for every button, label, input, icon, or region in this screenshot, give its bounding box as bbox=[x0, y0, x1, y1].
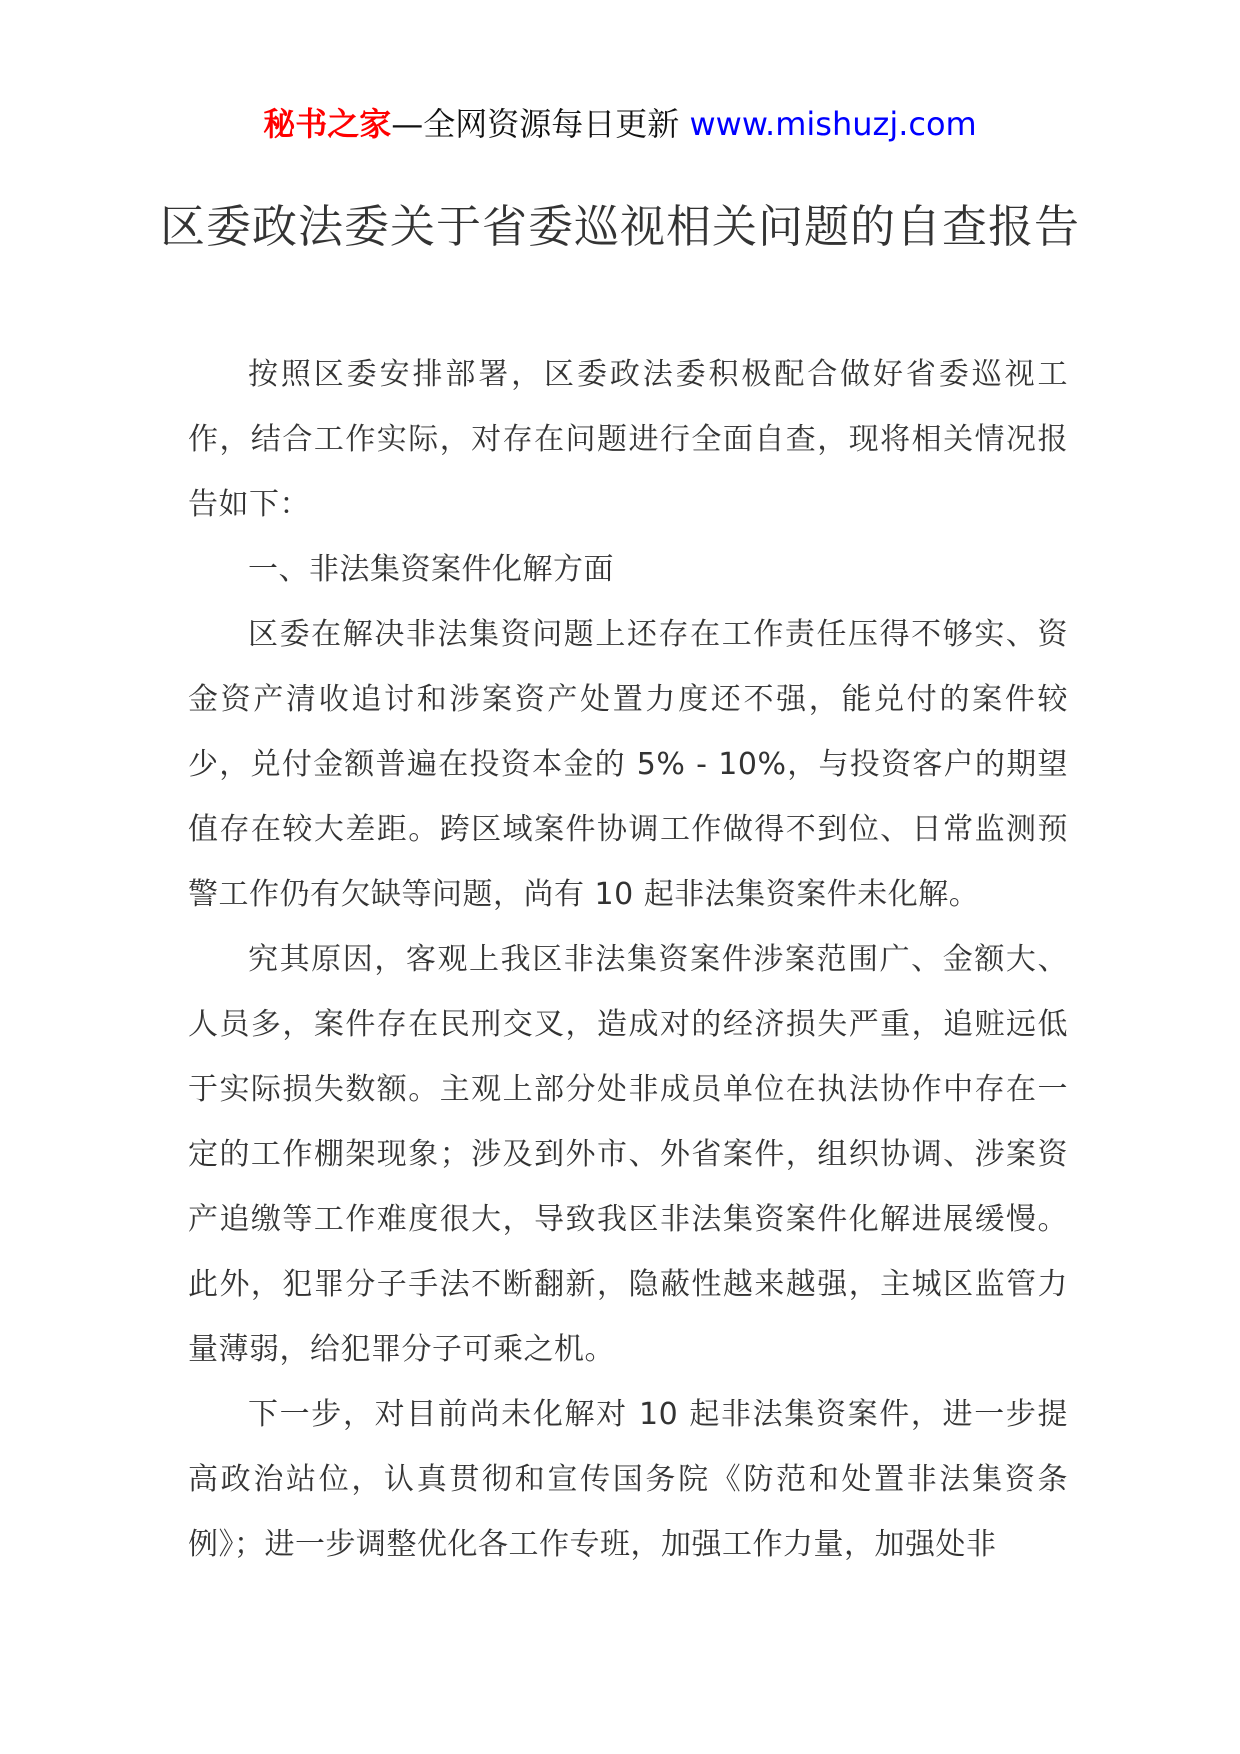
paragraph-intro: 按照区委安排部署，区委政法委积极配合做好省委巡视工作，结合工作实际，对存在问题进行全面自查，现将相关情况报告如下： bbox=[188, 357, 1068, 522]
paragraph-next-steps: 下一步，对目前尚未化解对 10 起非法集资案件，进一步提高政治站位，认真贯彻和宣传国务院《防范和处置非法集资条例》；进一步调整优化各工作专班，加强工作力量，加强处非 bbox=[188, 1397, 1068, 1562]
site-brand: 秘书之家 bbox=[263, 105, 392, 143]
document-body bbox=[188, 342, 1068, 1577]
section-heading: 一、非法集资案件化解方面 bbox=[248, 552, 614, 587]
paragraph-problems: 区委在解决非法集资问题上还存在工作责任压得不够实、资金资产清收追讨和涉案资产处置力度还不强，能兑付的案件较少，兑付金额普遍在投资本金的 5% - 10%，与投资客户的期望值存在较大差距。跨区域案件协调工作做得不到位、日常监测预警工作仍有欠缺等问题，尚有 10 起非法集资案件未化解。 bbox=[188, 617, 1068, 912]
site-header bbox=[0, 104, 1240, 144]
site-tagline: —全网资源每日更新 bbox=[391, 105, 690, 143]
paragraph-causes: 究其原因，客观上我区非法集资案件涉案范围广、金额大、人员多，案件存在民刑交叉，造成对的经济损失严重，追赃远低于实际损失数额。主观上部分处非成员单位在执法协作中存在一定的工作棚架现象；涉及到外市、外省案件，组织协调、涉案资产追缴等工作难度很大，导致我区非法集资案件化解进展缓慢。此外，犯罪分子手法不断翻新，隐蔽性越来越强，主城区监管力量薄弱，给犯罪分子可乘之机。 bbox=[188, 942, 1068, 1367]
document-title: 区委政法委关于省委巡视相关问题的自查报告 bbox=[160, 200, 1081, 253]
site-url-link[interactable]: www.mishuzj.com bbox=[689, 105, 977, 143]
